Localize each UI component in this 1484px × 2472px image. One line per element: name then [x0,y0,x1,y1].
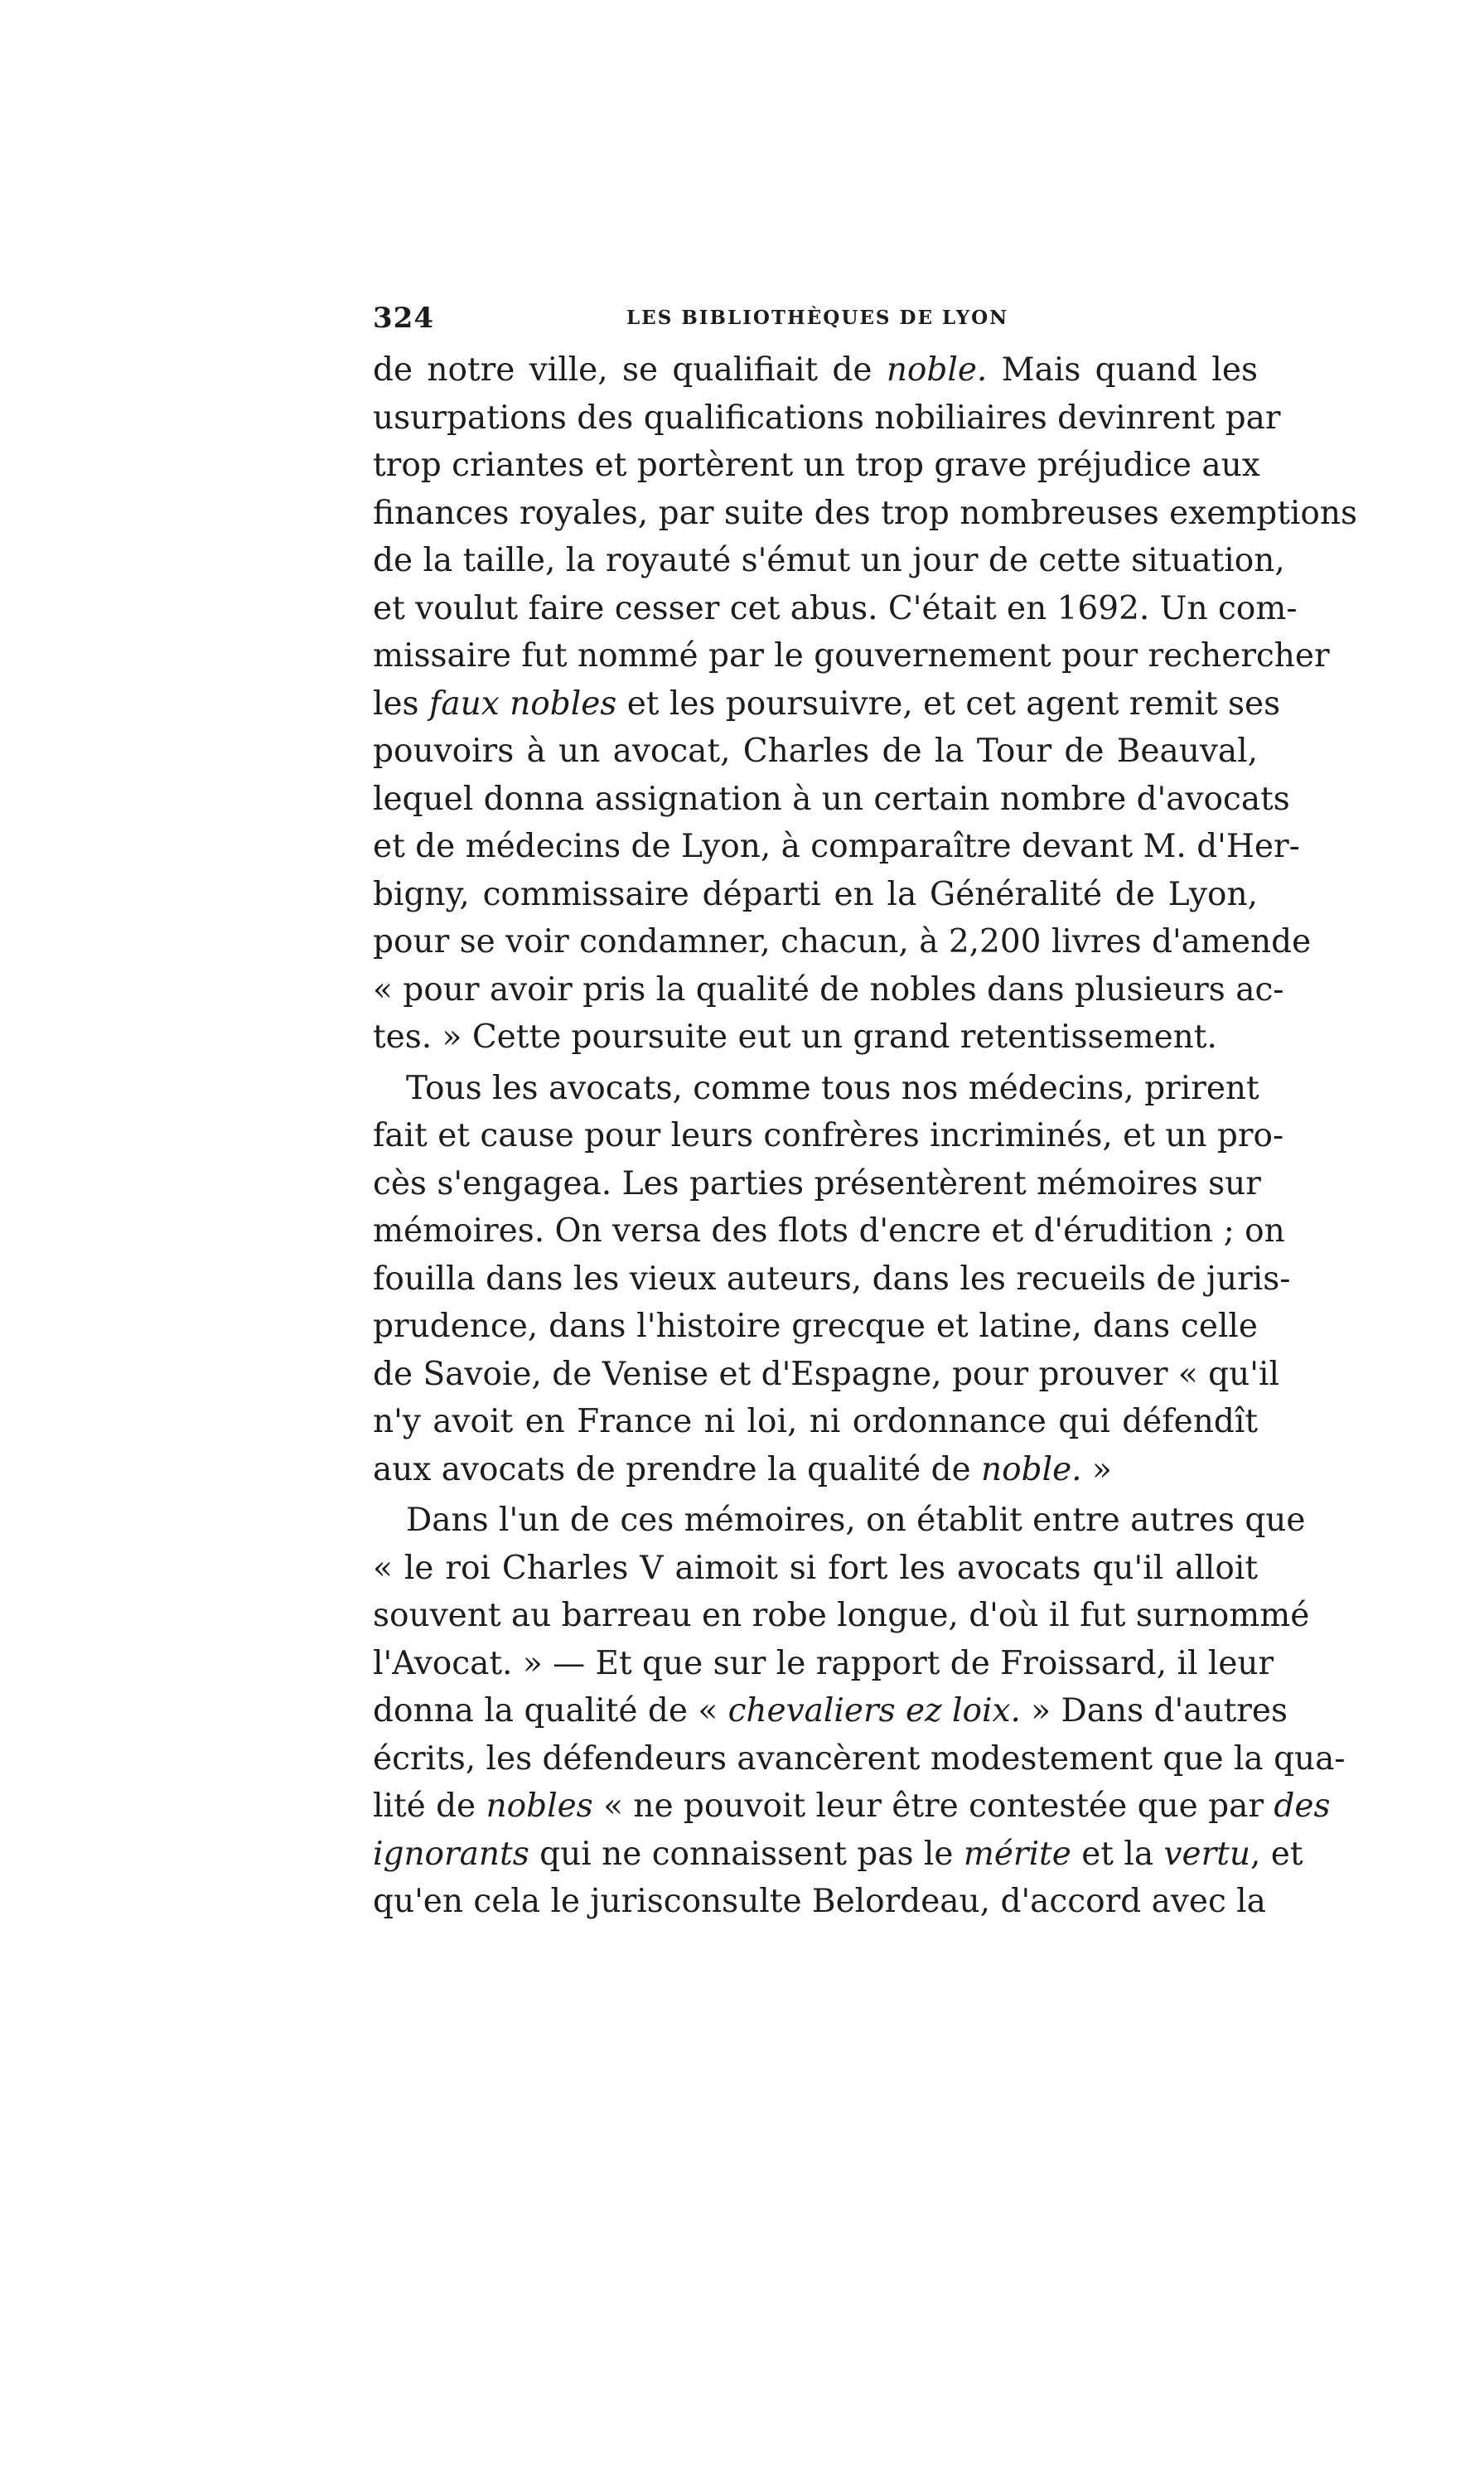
text-line: finances royales, par suite des trop nombreuses exemptions [373,494,1357,532]
italic-text: nobles [486,1787,593,1825]
italic-text: noble. [886,351,988,389]
text-line: écrits, les défendeurs avancèrent modestement que la qua- [373,1739,1346,1778]
page-number: 324 [373,302,434,335]
text-line: de notre ville, se qualifiait de noble. Mais quand les [373,351,1258,389]
text-line: pour se voir condamner, chacun, à 2,200 livres d'amende [373,923,1312,960]
paragraph [373,1065,1291,1494]
italic-text: mérite [963,1835,1071,1873]
text-line: trop criantes et portèrent un trop grave préjudice aux [373,447,1260,484]
italic-text: noble. [981,1450,1082,1488]
text-line: souvent au barreau en robe longue, d'où il fut surnommé [373,1597,1310,1634]
text-line: ignorants qui ne connaissent pas le mérite et la vertu, et [373,1835,1303,1873]
running-head: LES BIBLIOTHÈQUES DE LYON [626,307,1009,329]
text-line: missaire fut nommé par le gouvernement pour rechercher [373,637,1330,675]
text-line: usurpations des qualifications nobiliaires devinrent par [373,399,1281,437]
text-line: lité de nobles « ne pouvoit leur être contestée que par des [373,1787,1331,1825]
text-line: et de médecins de Lyon, à comparaître devant M. d'Her- [373,828,1300,865]
text-line: lequel donna assignation à un certain nombre d'avocats [373,780,1290,818]
text-line: pouvoirs à un avocat, Charles de la Tour de Beauval, [373,733,1258,770]
text-line: « pour avoir pris la qualité de nobles dans plusieurs ac- [373,970,1284,1009]
italic-text: des [1274,1787,1331,1825]
paragraph [373,346,1357,1062]
text-line: mémoires. On versa des flots d'encre et d'érudition ; on [373,1212,1285,1250]
text-line: donna la qualité de « chevaliers ez loix. » Dans d'autres [373,1692,1288,1729]
text-line: tes. » Cette poursuite eut un grand retentissement. [373,1018,1217,1056]
text-line: fait et cause pour leurs confrères incriminés, et un pro- [373,1117,1284,1154]
italic-text: vertu [1163,1835,1251,1873]
text-line: bigny, commissaire départi en la Généralité de Lyon, [373,875,1258,913]
body-text [373,346,1357,1926]
italic-text: faux nobles [428,685,617,723]
text-line: qu'en cela le jurisconsulte Belordeau, d'accord avec la [373,1883,1266,1920]
text-line: aux avocats de prendre la qualité de noble. » [373,1450,1112,1488]
text-line: prudence, dans l'histoire grecque et latine, dans celle [373,1308,1258,1345]
text-line: cès s'engagea. Les parties présentèrent mémoires sur [373,1164,1261,1202]
italic-text: chevaliers ez loix. [727,1692,1021,1729]
text-line: fouilla dans les vieux auteurs, dans les recueils de juris- [373,1260,1291,1298]
text-line: Dans l'un de ces mémoires, on établit entre autres que [406,1502,1306,1539]
text-line: n'y avoit en France ni loi, ni ordonnance qui défendît [373,1403,1258,1440]
text-line: de Savoie, de Venise et d'Espagne, pour prouver « qu'il [373,1355,1279,1393]
text-line: « le roi Charles V aimoit si fort les avocats qu'il alloit [373,1549,1258,1587]
text-line: de la taille, la royauté s'émut un jour de cette situation, [373,542,1285,579]
italic-text: ignorants [373,1835,529,1873]
page-header [373,298,1258,340]
text-line: les faux nobles et les poursuivre, et cet agent remit ses [373,685,1281,723]
text-line: et voulut faire cesser cet abus. C'était en 1692. Un com- [373,589,1298,627]
paragraph [373,1497,1346,1926]
text-line: Tous les avocats, comme tous nos médecins, prirent [406,1069,1259,1107]
text-line: l'Avocat. » — Et que sur le rapport de Froissard, il leur [373,1644,1274,1682]
